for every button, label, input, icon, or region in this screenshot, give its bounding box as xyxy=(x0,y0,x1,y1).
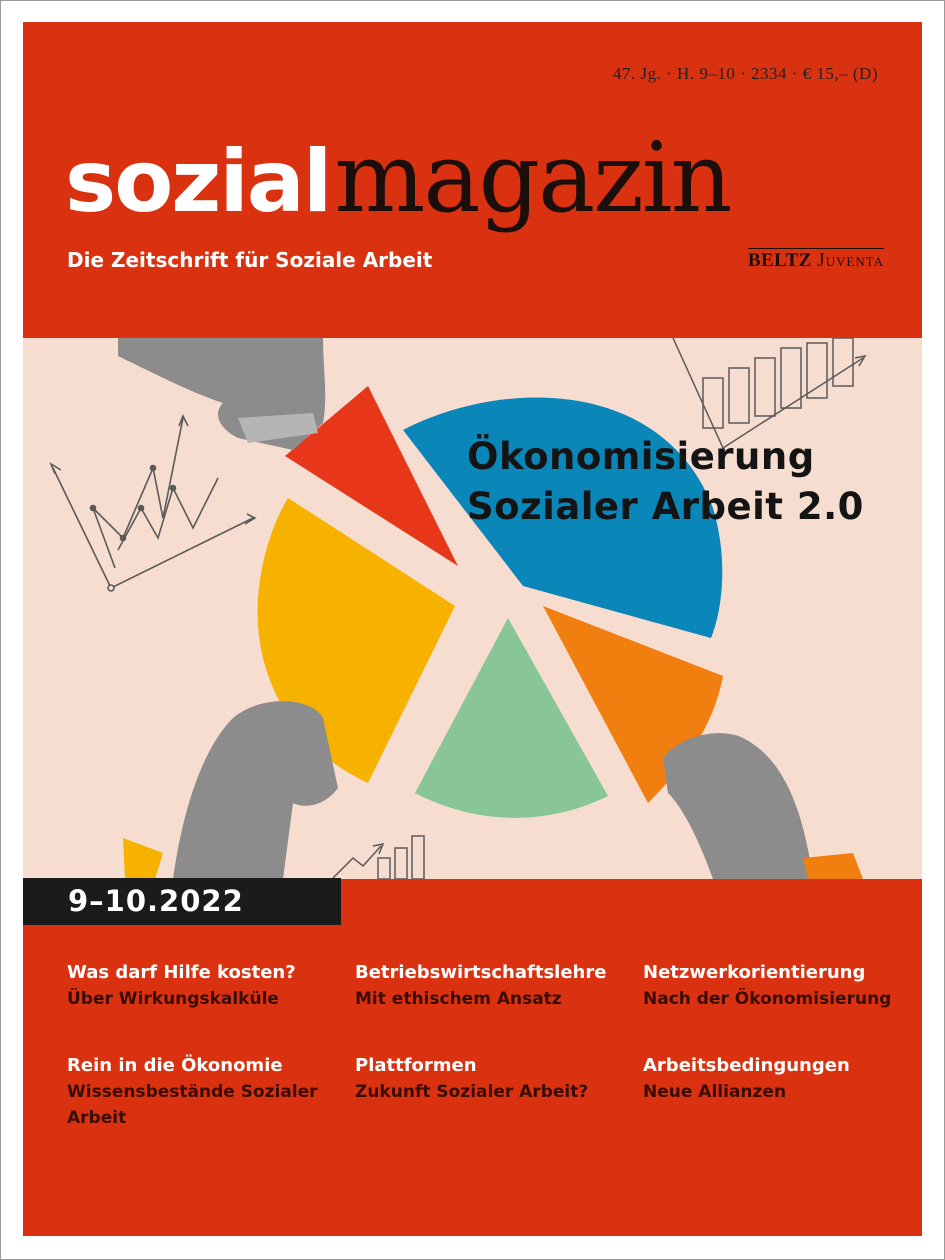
topic-subtitle: Mit ethischem Ansatz xyxy=(355,989,562,1009)
topic-item xyxy=(67,960,347,1012)
hand-top-left xyxy=(118,338,325,450)
topic-title: Arbeitsbedingungen xyxy=(643,1055,850,1076)
topic-title: Was darf Hilfe kosten? xyxy=(67,962,296,983)
topic-item xyxy=(355,1053,635,1105)
pie-chart-illustration xyxy=(23,338,922,879)
issue-date-bar xyxy=(23,878,341,925)
topic-subtitle: Zukunft Sozialer Arbeit? xyxy=(355,1082,589,1102)
topic-item xyxy=(643,1053,922,1105)
cover-illustration xyxy=(23,338,922,879)
topic-title: Betriebswirtschaftslehre xyxy=(355,962,607,983)
hand-bottom-left xyxy=(123,701,338,879)
topic-item xyxy=(67,1053,347,1131)
hand-bottom-right xyxy=(663,733,863,879)
sketch-growth-icon xyxy=(333,836,424,879)
topic-title: Netzwerkorientierung xyxy=(643,962,866,983)
topic-subtitle: Über Wirkungskalküle xyxy=(67,989,279,1009)
topic-subtitle: Nach der Ökonomisierung xyxy=(643,989,892,1009)
masthead-sozial: sozial xyxy=(65,132,331,232)
cover-headline xyxy=(467,432,864,532)
topic-title: Plattformen xyxy=(355,1055,477,1076)
topic-item xyxy=(643,960,922,1012)
magazine-cover xyxy=(23,22,922,1236)
masthead-logo xyxy=(65,122,731,234)
issue-meta: 47. Jg. · H. 9–10 · 2334 · € 15,– (D) xyxy=(613,64,878,83)
issue-date: 9–10.2022 xyxy=(68,884,244,918)
masthead-magazin: magazin xyxy=(334,122,731,234)
topic-title: Rein in die Ökonomie xyxy=(67,1055,283,1076)
tagline: Die Zeitschrift für Soziale Arbeit xyxy=(67,248,433,272)
sketch-line-chart-icon xyxy=(51,416,255,591)
publisher-juventa: Juventa xyxy=(817,250,884,271)
headline-line-2: Sozialer Arbeit 2.0 xyxy=(467,485,864,528)
topic-item xyxy=(355,960,635,1012)
publisher-logo xyxy=(748,248,884,272)
topic-subtitle: Wissensbestände Sozialer Arbeit xyxy=(67,1082,318,1128)
publisher-beltz: BELTZ xyxy=(747,250,812,271)
topic-subtitle: Neue Allianzen xyxy=(643,1082,787,1102)
headline-line-1: Ökonomisierung xyxy=(467,435,815,478)
